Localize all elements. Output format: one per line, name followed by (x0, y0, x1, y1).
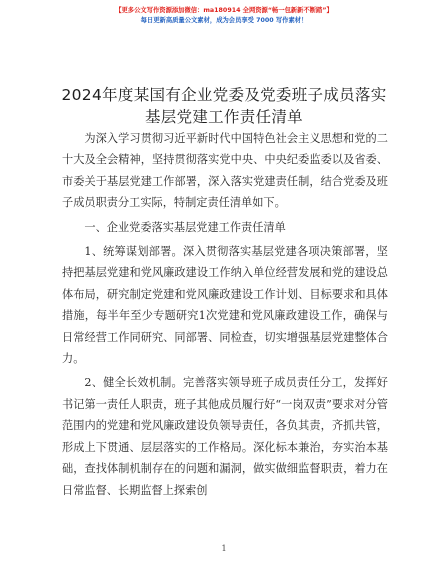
item-paragraph-1: 1、统筹谋划部署。深入贯彻落实基层党建各项决策部署，坚持把基层党建和党风廉政建设工作纳入单位经营发展和党的建设总体布局，研究制定党建和党风廉政建设工作计划、目标要求和具体措施，每半年至少专题研究1次党建和党风廉政建设工作，确保与日常经营工作同研究、同部署、同检查，切实增强基层党建整体合力。 (62, 245, 388, 366)
promo-banner (0, 6, 448, 26)
item-paragraph-2: 2、健全长效机制。完善落实领导班子成员责任分工，发挥好书记第一责任人职责，班子其他成员履行好“一岗双责”要求对分管范围内的党建和党风廉政建设负领导责任，各负其责，齐抓共管，形成上下贯通、层层落实的工作格局。深化标本兼治，夯实治本基础，查找体制机制存在的问题和漏洞，做实做细监督职责，着力在日常监督、长期监督上探索创 (62, 376, 388, 497)
document-title (40, 84, 408, 128)
document-title-line-1: 2024年度某国有企业党委及党委班子成员落实 (61, 86, 387, 104)
page-number: 1 (221, 544, 227, 553)
document-title-line-2: 基层党建工作责任清单 (144, 108, 303, 126)
intro-paragraph: 为深入学习贯彻习近平新时代中国特色社会主义思想和党的二十大及全会精神，坚持贯彻落实党中央、中央纪委监委以及省委、市委关于基层党建工作部署，深入落实党建责任制，结合党委及班子成员职责分工实际，特制定责任清单如下。 (62, 132, 388, 210)
document-body (62, 128, 388, 501)
section-heading: 一、企业党委落实基层党建工作责任清单 (84, 220, 286, 234)
promo-banner-line-1: 【更多公文写作资源添加微信：ma180914 全网资源“畅一包新新不断踏”】 (115, 7, 333, 14)
promo-banner-line-2: 每日更新高质量公文素材，成为会员享受 7000 写作素材！ (140, 17, 308, 24)
